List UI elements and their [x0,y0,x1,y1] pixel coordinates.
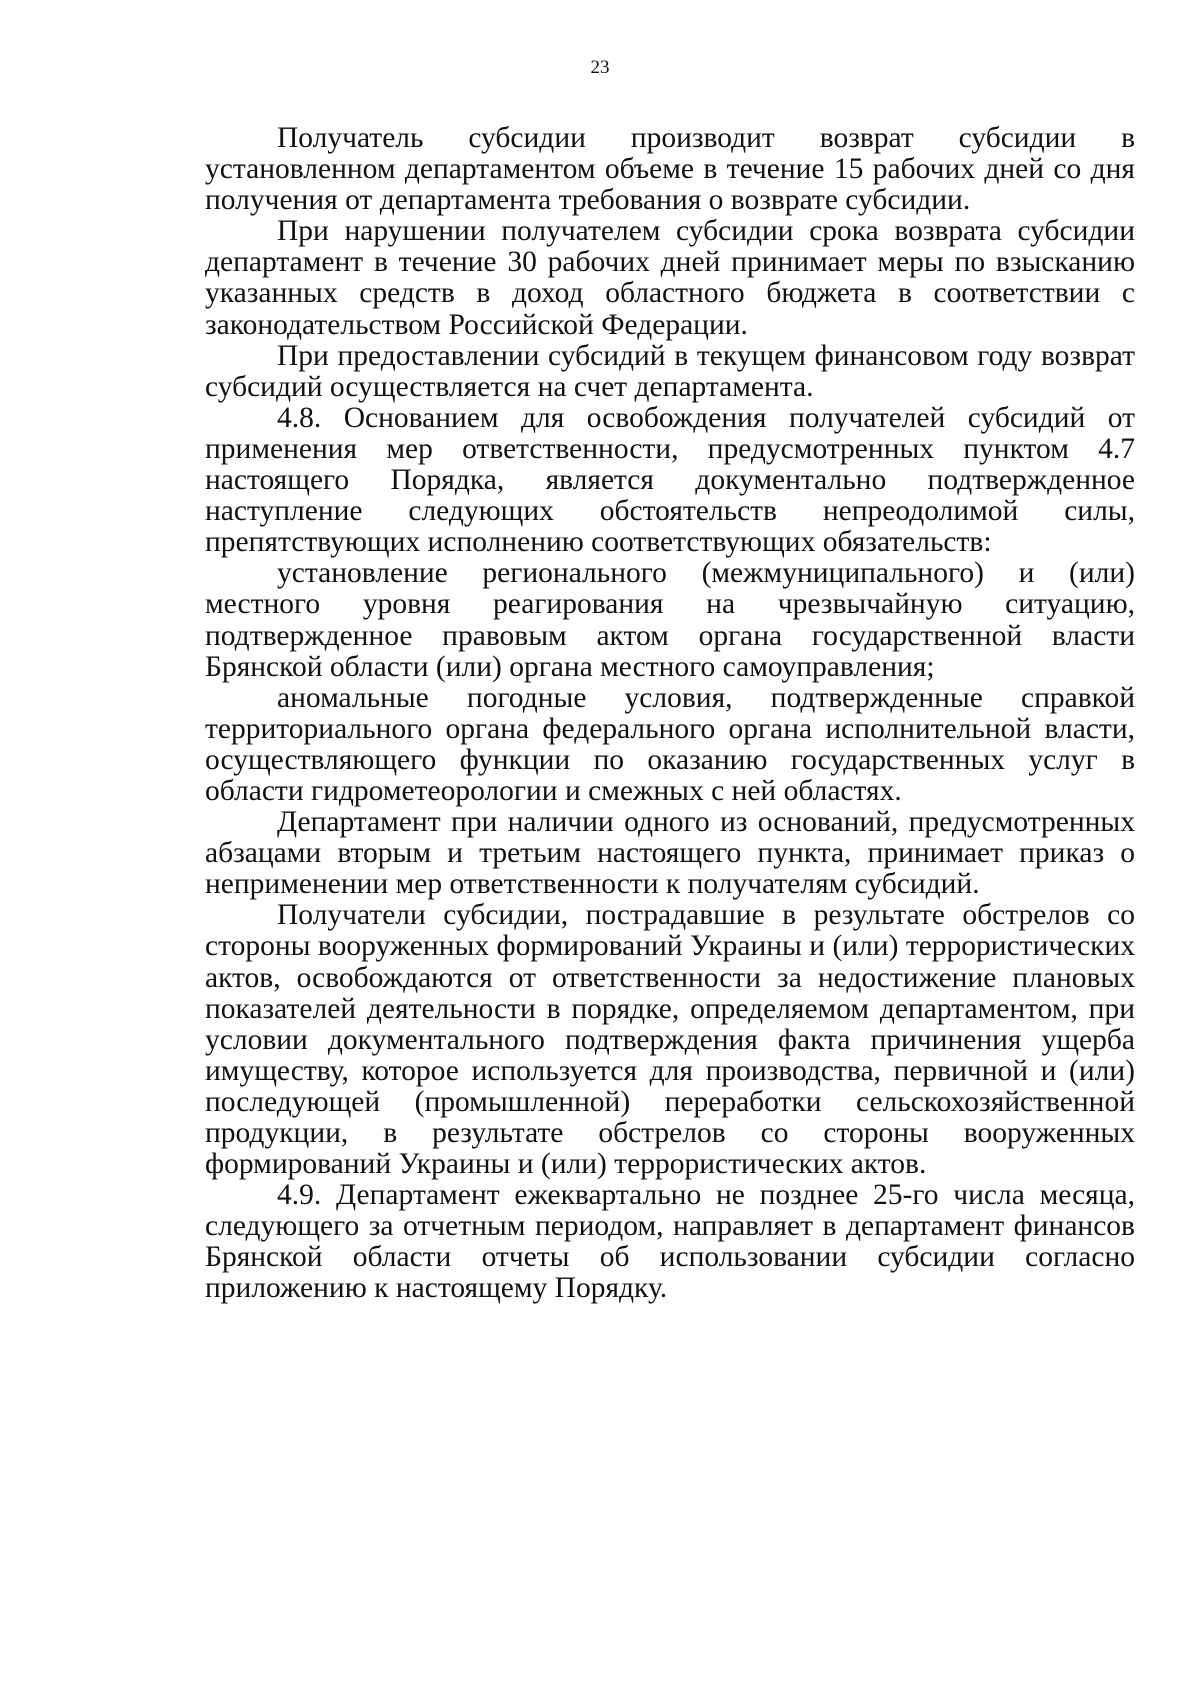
page-number: 23 [590,57,610,78]
paragraph-4-8-force-majeure: 4.8. Основанием для освобождения получателей субсидий от применения мер ответственности, предусмотренных пунктом 4.7 настоящего Порядка, является документально подтвержденное наступление следующих обстоятельств непреодолимой силы, препятствующих исполнению соответствующих обязательств: [205,401,1135,559]
paragraph-4-9-quarterly-reports: 4.9. Департамент ежеквартально не позднее 25-го числа месяца, следующего за отчетным периодом, направляет в департамент финансов Брянской области отчеты об использовании субсидии согласно приложению к настоящему Порядку. [205,1179,1135,1305]
paragraph-violation-recovery: При нарушении получателем субсидии срока возврата субсидии департамент в течение 30 рабочих дней принимает меры по взысканию указанных средств в доход областного бюджета в соответствии с законодательством Российской Федерации. [205,215,1135,341]
paragraph-current-year-return: При предоставлении субсидий в текущем финансовом году возврат субсидий осуществляется на счет департамента. [205,339,1135,403]
paragraph-department-order: Департамент при наличии одного из оснований, предусмотренных абзацами вторым и третьим настоящего пункта, принимает приказ о неприменении мер ответственности к получателям субсидий. [205,806,1135,901]
document-body [205,123,1135,1305]
paragraph-subsidy-return: Получатель субсидии производит возврат субсидии в установленном департаментом объеме в течение 15 рабочих дней со дня получения от департамента требования о возврате субсидии. [205,122,1135,217]
paragraph-shelling-exemption: Получатели субсидии, пострадавшие в результате обстрелов со стороны вооруженных формирований Украины и (или) террористических актов, освобождаются от ответственности за недостижение плановых показателей деятельности в порядке, определяемом департаментом, при условии документального подтверждения факта причинения ущерба имуществу, которое используется для производства, первичной и (или) последующей (промышленной) переработки сельскохозяйственной продукции, в результате обстрелов со стороны вооруженных формирований Украины и (или) террористических актов. [205,899,1135,1181]
paragraph-abnormal-weather: аномальные погодные условия, подтвержденные справкой территориального органа федерального органа исполнительной власти, осуществляющего функции по оказанию государственных услуг в области гидрометеорологии и смежных с ней областях. [205,681,1135,807]
paragraph-emergency-response: установление регионального (межмуниципального) и (или) местного уровня реагирования на чрезвычайную ситуацию, подтвержденное правовым актом органа государственной власти Брянской области (или) органа местного самоуправления; [205,557,1135,683]
